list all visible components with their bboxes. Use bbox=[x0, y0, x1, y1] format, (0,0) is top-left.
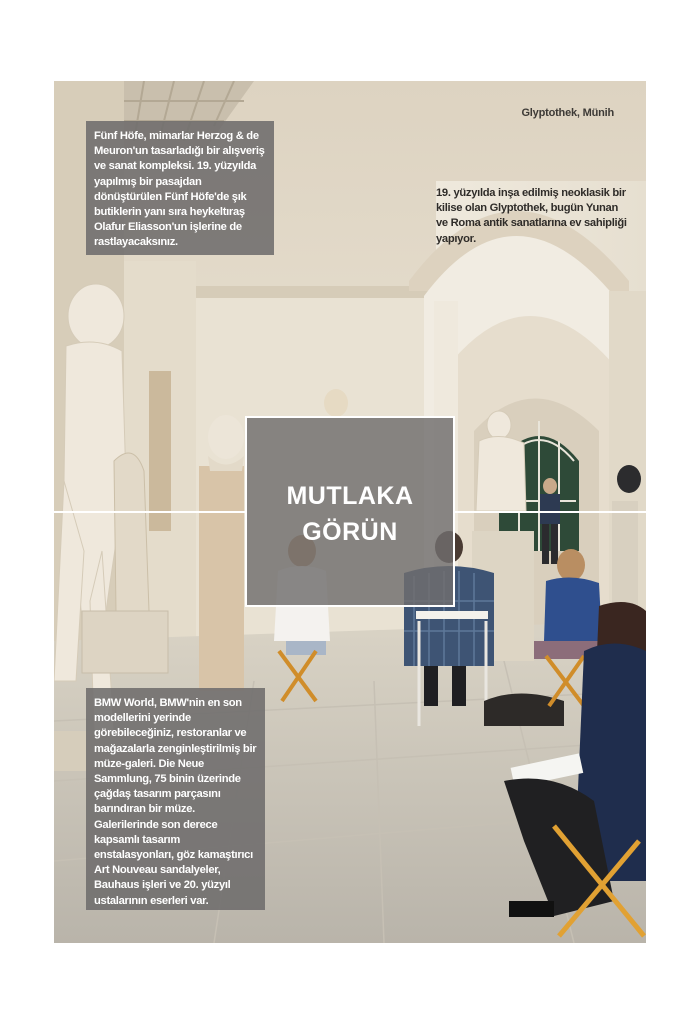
guide-line-left bbox=[54, 511, 246, 513]
glyptothek-caption: 19. yüzyılda inşa edilmiş neoklasik bir kilise olan Glyptothek, bugün Yunan ve Roma antik sanatlarına ev sahipliği yapıyor. bbox=[436, 187, 627, 245]
headline-box bbox=[245, 416, 455, 607]
headline-line-2: GÖRÜN bbox=[302, 518, 398, 546]
guide-line-right bbox=[455, 511, 646, 513]
funf-hofe-caption-box bbox=[86, 121, 274, 255]
headline-line-1: MUTLAKA bbox=[286, 482, 414, 510]
bmw-world-caption: BMW World, BMW'nin en son modellerini yerinde görebileceğiniz, restoranlar ve mağazalarla zenginleştirilmiş bir müze-galeri. Die Neue Sammlung, 75 binin üzerinde çağdaş tasarım parçasını barındıran bir müze. Galerilerinde son derece kapsamlı tasarım enstalasyonları, göz kamaştırıcı Art Nouveau sandalyeler, Bauhaus işleri ve 20. yüzyıl ustalarının eserleri var. bbox=[94, 697, 257, 907]
funf-hofe-caption: Fünf Höfe, mimarlar Herzog & de Meuron'un tasarladığı bir alışveriş ve sanat kompleksi. 19. yüzyılda yapılmış bir pasajdan dönüştürülen Fünf Höfe'de şık butiklerin yanı sıra heykeltıraş Olafur Eliasson'un işlerine de rastlayacaksınız. bbox=[94, 130, 265, 249]
bmw-world-caption-box bbox=[86, 688, 265, 910]
photo-location-label: Glyptothek, Münih bbox=[521, 107, 614, 119]
